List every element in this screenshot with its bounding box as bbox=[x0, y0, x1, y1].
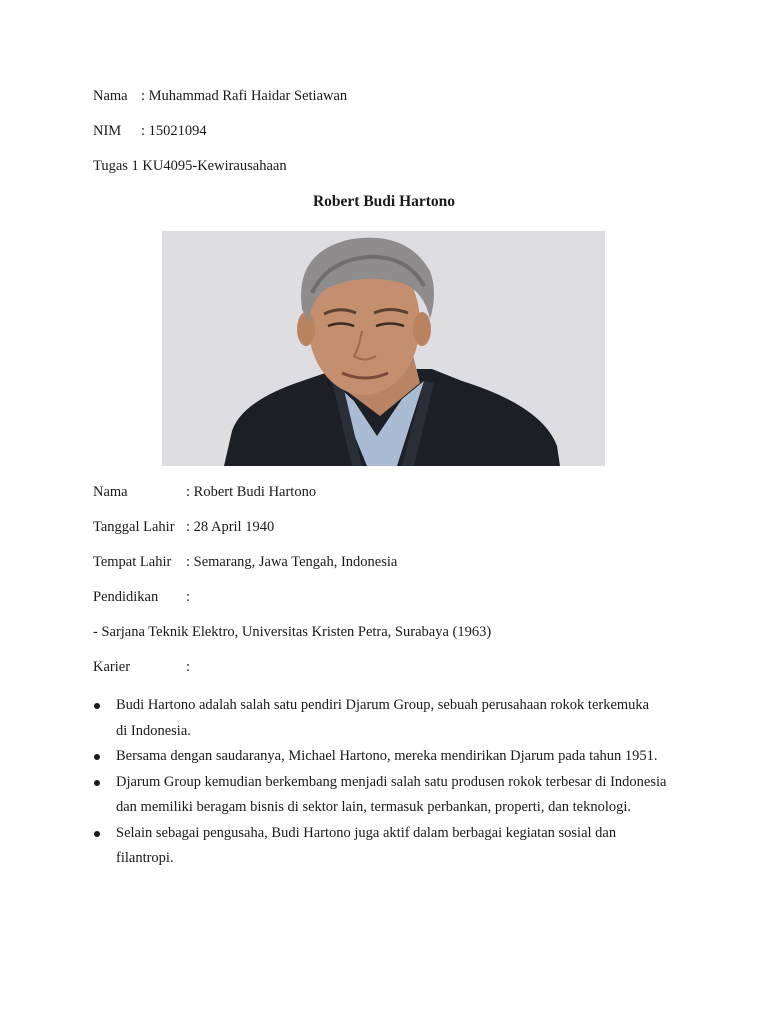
bullet-icon bbox=[94, 703, 100, 709]
portrait-icon bbox=[162, 231, 605, 466]
bio-education-line bbox=[93, 588, 190, 606]
bio-name-line bbox=[93, 483, 316, 501]
student-nim-line bbox=[93, 122, 207, 140]
career-list bbox=[93, 693, 693, 872]
career-item-text: Selain sebagai pengusaha, Budi Hartono juga aktif dalam berbagai kegiatan sosial dan filantropi. bbox=[116, 824, 617, 866]
list-item bbox=[93, 693, 656, 744]
assignment-line: Tugas 1 KU4095-Kewirausahaan bbox=[93, 158, 287, 174]
bio-name-value: : Robert Budi Hartono bbox=[186, 484, 317, 500]
bio-career-label: Karier bbox=[93, 659, 131, 675]
bio-birthplace-line bbox=[93, 553, 397, 571]
page-title: Robert Budi Hartono bbox=[312, 193, 456, 210]
career-item-text: Bersama dengan saudaranya, Michael Hartono, mereka mendirikan Djarum pada tahun 1951. bbox=[116, 748, 658, 764]
portrait-photo bbox=[162, 231, 605, 466]
bio-career-line bbox=[93, 658, 190, 676]
bio-birthplace-label: Tempat Lahir bbox=[93, 554, 172, 570]
student-name-line bbox=[93, 87, 347, 105]
bio-education-value: : bbox=[186, 589, 191, 605]
student-name-label: Nama bbox=[93, 88, 128, 104]
student-nim-value: : 15021094 bbox=[141, 123, 207, 139]
bio-birthdate-label: Tanggal Lahir bbox=[93, 519, 175, 535]
student-nim-label: NIM bbox=[93, 123, 122, 139]
student-name-value: : Muhammad Rafi Haidar Setiawan bbox=[141, 88, 348, 104]
bio-career-value: : bbox=[186, 659, 191, 675]
bullet-icon bbox=[94, 831, 100, 837]
bio-birthplace-value: : Semarang, Jawa Tengah, Indonesia bbox=[186, 554, 398, 570]
bio-birthdate-value: : 28 April 1940 bbox=[186, 519, 275, 535]
bullet-icon bbox=[94, 780, 100, 786]
bio-education-item: - Sarjana Teknik Elektro, Universitas Kristen Petra, Surabaya (1963) bbox=[93, 624, 492, 640]
list-item bbox=[93, 770, 676, 821]
bio-name-label: Nama bbox=[93, 484, 128, 500]
career-item-text: Budi Hartono adalah salah satu pendiri Djarum Group, sebuah perusahaan rokok terkemuka di Indonesia. bbox=[116, 697, 650, 739]
list-item bbox=[93, 744, 676, 770]
list-item bbox=[93, 821, 676, 872]
bio-birthdate-line bbox=[93, 518, 274, 536]
bio-education-label: Pendidikan bbox=[93, 589, 159, 605]
bullet-icon bbox=[94, 754, 100, 760]
career-item-text: Djarum Group kemudian berkembang menjadi salah satu produsen rokok terbesar di Indonesia dan memiliki beragam bisnis di sektor lain, termasuk perbankan, properti, dan teknologi. bbox=[116, 773, 667, 815]
